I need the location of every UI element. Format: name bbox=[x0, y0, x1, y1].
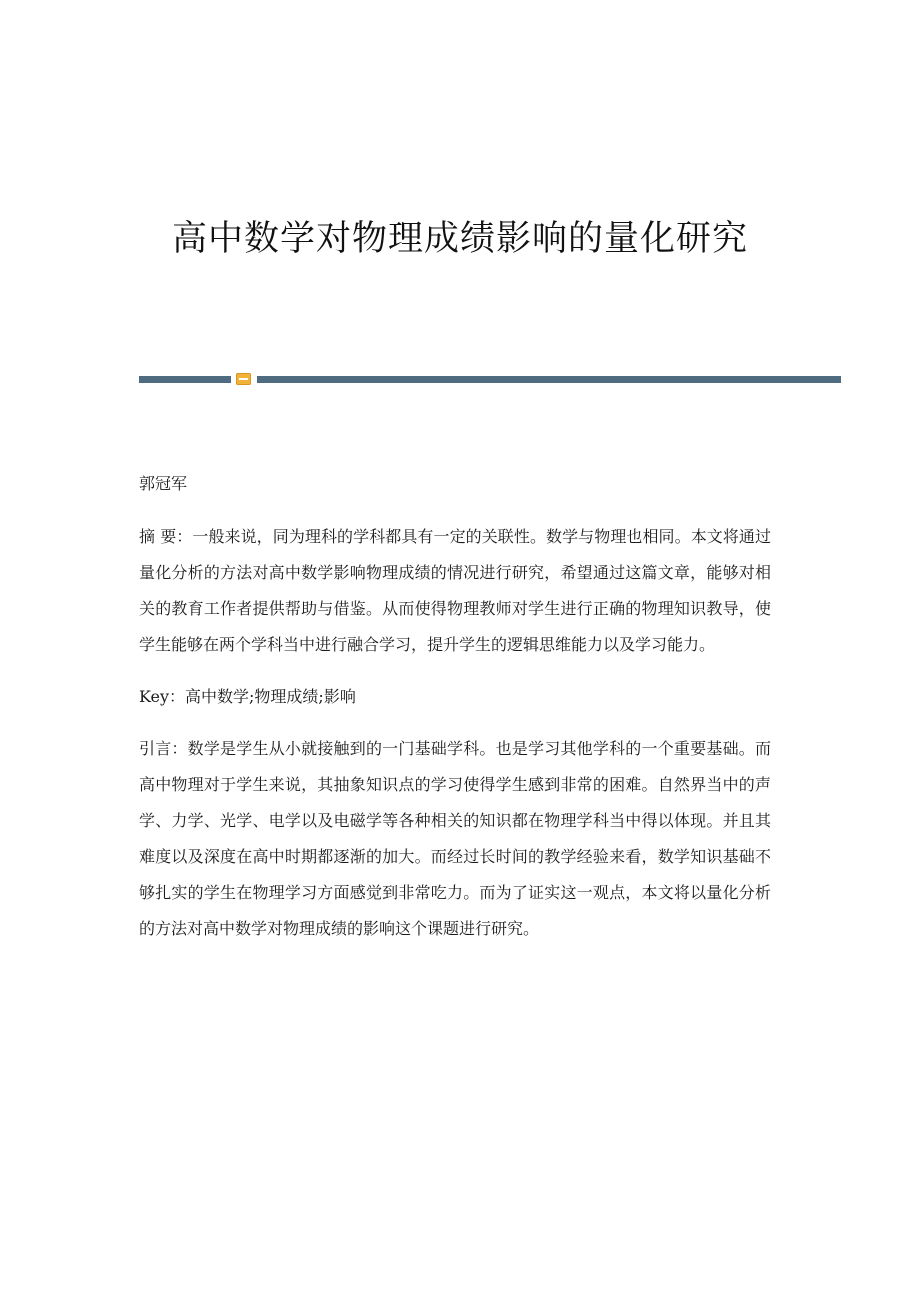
abstract-paragraph: 摘 要：一般来说，同为理科的学科都具有一定的关联性。数学与物理也相同。本文将通过量化分析的方法对高中数学影响物理成绩的情况进行研究，希望通过这篇文章，能够对相关的教育工作者提供帮助与借鉴。从而使得物理教师对学生进行正确的物理知识教导，使学生能够在两个学科当中进行融合学习，提升学生的逻辑思维能力以及学习能力。 bbox=[139, 527, 771, 654]
author-name: 郭冠军 bbox=[139, 474, 188, 493]
divider-bar-right bbox=[257, 376, 841, 383]
document-body bbox=[139, 466, 771, 947]
title-divider bbox=[139, 371, 841, 387]
divider-bar-left bbox=[139, 376, 231, 383]
divider-ornament-icon bbox=[236, 373, 251, 385]
document-title: 高中数学对物理成绩影响的量化研究 bbox=[171, 219, 748, 259]
keywords-line: Key：高中数学;物理成绩;影响 bbox=[139, 687, 356, 706]
introduction-paragraph: 引言：数学是学生从小就接触到的一门基础学科。也是学习其他学科的一个重要基础。而高中物理对于学生来说，其抽象知识点的学习使得学生感到非常的困难。自然界当中的声学、力学、光学、电学以及电磁学等各种相关的知识都在物理学科当中得以体现。并且其难度以及深度在高中时期都逐渐的加大。而经过长时间的教学经验来看，数学知识基础不够扎实的学生在物理学习方面感觉到非常吃力。而为了证实这一观点，本文将以量化分析的方法对高中数学对物理成绩的影响这个课题进行研究。 bbox=[139, 739, 771, 938]
